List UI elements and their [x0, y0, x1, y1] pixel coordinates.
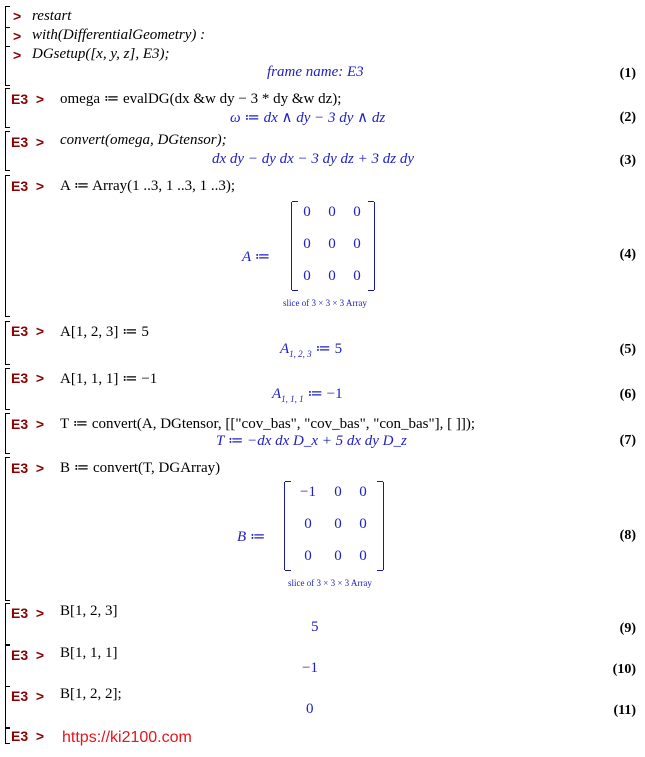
prompt-e3: E3 >	[11, 605, 45, 621]
matrix-cell: 0	[334, 516, 342, 532]
prompt-e3: E3 >	[11, 323, 45, 339]
matrix-cell: 0	[304, 516, 312, 532]
matrix-cell: 0	[334, 484, 342, 500]
matrix-a-label: A ≔	[242, 249, 271, 265]
input-line-dgsetup[interactable]: DGsetup([x, y, z], E3);	[32, 46, 170, 62]
prompt-e3: E3 >	[11, 178, 45, 194]
group-bracket	[5, 457, 10, 601]
matrix-cell: 0	[303, 268, 311, 284]
group-bracket	[5, 46, 10, 86]
prompt-marker: >	[13, 28, 22, 44]
equation-number: (7)	[619, 433, 636, 448]
input-line-b[interactable]: B ≔ convert(T, DGArray)	[60, 460, 221, 476]
group-bracket	[5, 686, 10, 728]
prompt-e3-empty[interactable]: E3 >	[11, 728, 45, 744]
prompt-e3: E3 >	[11, 134, 45, 150]
matrix-cell: 0	[353, 236, 361, 252]
equation-number: (5)	[619, 342, 636, 357]
prompt-marker: >	[13, 47, 22, 63]
input-line-convert-omega[interactable]: convert(omega, DGtensor);	[60, 132, 227, 148]
input-line-b111[interactable]: B[1, 1, 1]	[60, 645, 118, 661]
group-bracket	[5, 368, 10, 410]
group-bracket	[5, 413, 10, 454]
prompt-e3: E3 >	[11, 416, 45, 432]
prompt-e3: E3 >	[11, 370, 45, 386]
output-b122: 0	[306, 701, 314, 717]
input-line-restart[interactable]: restart	[32, 8, 72, 24]
equation-number: (10)	[612, 662, 636, 677]
input-line-omega[interactable]: omega ≔ evalDG(dx &w dy − 3 * dy &w dz);	[60, 91, 342, 107]
prompt-e3: E3 >	[11, 688, 45, 704]
matrix-cell: 0	[303, 236, 311, 252]
input-line-b123[interactable]: B[1, 2, 3]	[60, 603, 118, 619]
matrix-cell: 0	[334, 548, 342, 564]
input-line-a123[interactable]: A[1, 2, 3] ≔ 5	[60, 324, 149, 340]
prompt-e3: E3 >	[11, 647, 45, 663]
matrix-cell: −1	[300, 484, 316, 500]
equation-number: (11)	[613, 703, 636, 718]
group-bracket	[5, 88, 10, 128]
input-line-a111[interactable]: A[1, 1, 1] ≔ −1	[60, 371, 158, 387]
matrix-cell: 0	[353, 204, 361, 220]
group-bracket	[5, 175, 10, 317]
matrix-cell: 0	[359, 548, 367, 564]
group-bracket	[5, 645, 10, 687]
equation-number: (9)	[619, 621, 636, 636]
output-a111: $A_{1, 1, 1}$ ≔ −1	[272, 386, 343, 404]
equation-number: (2)	[619, 110, 636, 125]
matrix-cell: 0	[303, 204, 311, 220]
input-line-array-a[interactable]: A ≔ Array(1 ..3, 1 ..3, 1 ..3);	[60, 178, 236, 194]
equation-number: (8)	[619, 528, 636, 543]
output-omega: ω ≔ dx ∧ dy − 3 dy ∧ dz	[230, 110, 386, 126]
equation-number: (4)	[619, 247, 636, 262]
group-bracket	[5, 321, 10, 365]
matrix-cell: 0	[304, 548, 312, 564]
output-b123: 5	[311, 619, 319, 635]
group-bracket	[5, 27, 10, 47]
matrix-cell: 0	[328, 204, 336, 220]
output-t: T ≔ −dx dx D_x + 5 dx dy D_z	[216, 433, 407, 449]
matrix-cell: 0	[328, 268, 336, 284]
group-bracket	[5, 728, 10, 744]
output-frame-name: frame name: E3	[267, 64, 364, 80]
matrix-cell: 0	[353, 268, 361, 284]
prompt-e3: E3 >	[11, 91, 45, 107]
output-a123: $A_{1, 2, 3}$ ≔ 5	[280, 341, 343, 359]
matrix-cell: 0	[359, 516, 367, 532]
input-line-with[interactable]: with(DifferentialGeometry) :	[32, 27, 206, 43]
matrix-a-caption: slice of 3 × 3 × 3 Array	[283, 298, 367, 308]
group-bracket	[5, 131, 10, 171]
matrix-cell: 0	[328, 236, 336, 252]
prompt-marker: >	[13, 8, 22, 24]
equation-number: (3)	[619, 153, 636, 168]
output-omega-tensor: dx dy − dy dx − 3 dy dz + 3 dz dy	[212, 151, 414, 167]
input-line-t[interactable]: T ≔ convert(A, DGtensor, [["cov_bas", "cov_bas", "con_bas"], [ ]]);	[60, 416, 475, 432]
matrix-b	[284, 482, 384, 570]
prompt-e3: E3 >	[11, 460, 45, 476]
matrix-b-caption: slice of 3 × 3 × 3 Array	[288, 578, 372, 588]
group-bracket	[5, 6, 10, 28]
group-bracket	[5, 603, 10, 645]
watermark-url: https://ki2100.com	[62, 729, 192, 746]
equation-number: (6)	[619, 387, 636, 402]
matrix-b-label: B ≔	[237, 529, 266, 545]
input-line-b122[interactable]: B[1, 2, 2];	[60, 686, 122, 702]
equation-number: (1)	[619, 66, 636, 81]
matrix-a	[291, 202, 375, 290]
matrix-cell: 0	[359, 484, 367, 500]
output-b111: −1	[302, 660, 318, 676]
